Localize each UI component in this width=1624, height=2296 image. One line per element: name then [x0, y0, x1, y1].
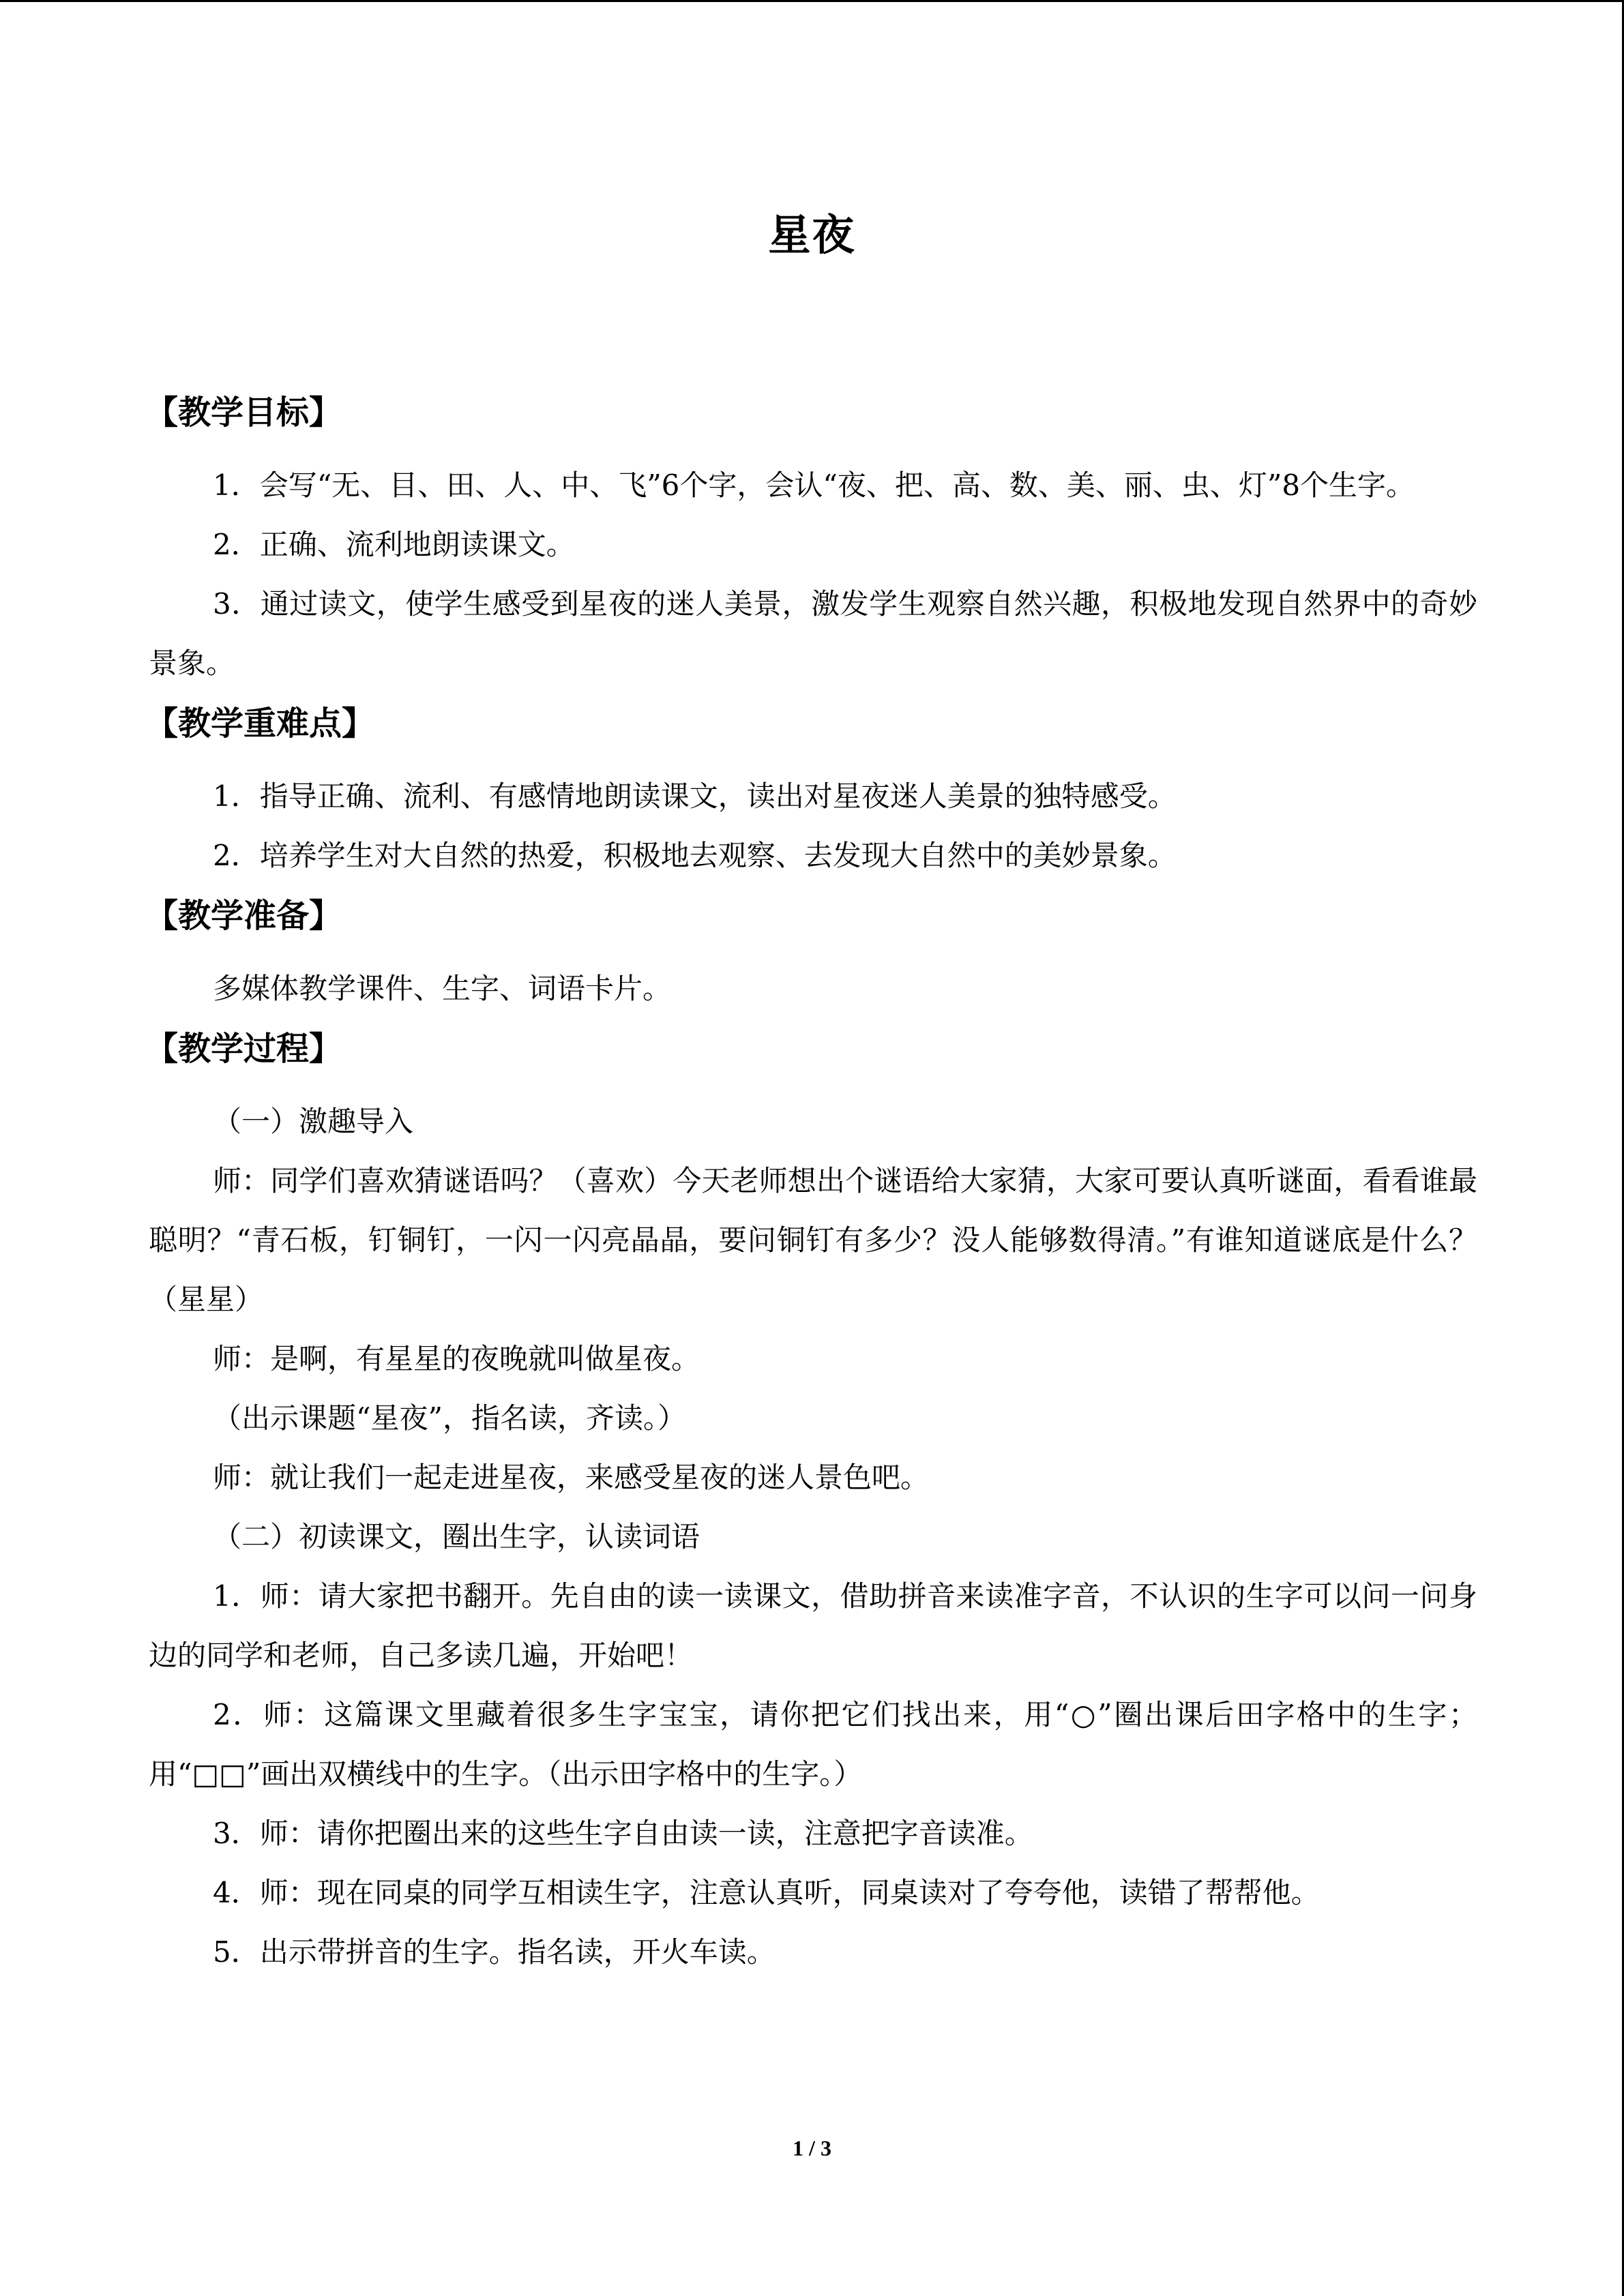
paragraph: 4．师：现在同桌的同学互相读生字，注意认真听，同桌读对了夸夸他，读错了帮帮他。: [213, 1876, 1320, 1909]
paragraph: 1．会写“无、目、田、人、中、飞”6个字，会认“夜、把、高、数、美、丽、虫、灯”8个生字。: [213, 468, 1415, 502]
document-body: [145, 382, 1477, 1982]
paragraph: 1．师：请大家把书翻开。先自由的读一读课文，借助拼音来读准字音，不认识的生字可以问一问身边的同学和老师，自己多读几遍，开始吧！: [149, 1579, 1477, 1672]
page-title: 星夜: [768, 210, 856, 260]
paragraph: 2．师：这篇课文里藏着很多生字宝宝，请你把它们找出来，用“○”圈出课后田字格中的生字；用“□□”画出双横线中的生字。（出示田字格中的生字。）: [149, 1698, 1477, 1791]
paragraph: （出示课题“星夜”，指名读，齐读。）: [213, 1401, 686, 1435]
paragraph: 5．出示带拼音的生字。指名读，开火车读。: [213, 1935, 776, 1969]
paragraph: 3．师：请你把圈出来的这些生字自由读一读，注意把字音读准。: [213, 1817, 1033, 1850]
section-heading-key-points: 【教学重难点】: [145, 704, 375, 743]
paragraph: （二）初读课文，圈出生字，认读词语: [213, 1520, 700, 1553]
page-number: 1 / 3: [793, 2136, 831, 2160]
paragraph: 2．培养学生对大自然的热爱，积极地去观察、去发现大自然中的美妙景象。: [213, 839, 1177, 872]
section-heading-objectives: 【教学目标】: [145, 393, 342, 432]
page-border-top: [0, 0, 1624, 2]
paragraph: 1．指导正确、流利、有感情地朗读课文，读出对星夜迷人美景的独特感受。: [213, 779, 1177, 813]
paragraph: 3．通过读文，使学生感受到星夜的迷人美景，激发学生观察自然兴趣，积极地发现自然界中的奇妙景象。: [149, 587, 1477, 680]
paragraph: 2．正确、流利地朗读课文。: [213, 528, 575, 561]
section-heading-process: 【教学过程】: [145, 1030, 342, 1068]
paragraph: 师：是啊，有星星的夜晚就叫做星夜。: [213, 1342, 700, 1375]
paragraph: 师：同学们喜欢猜谜语吗？（喜欢）今天老师想出个谜语给大家猜，大家可要认真听谜面，看看谁最聪明？“青石板，钉铜钉，一闪一闪亮晶晶，要问铜钉有多少？没人能够数得清。”有谁知道谜底是什么？（星星）: [149, 1164, 1477, 1316]
paragraph: （一）激趣导入: [213, 1105, 414, 1138]
paragraph: 师：就让我们一起走进星夜，来感受星夜的迷人景色吧。: [213, 1461, 930, 1494]
section-heading-preparation: 【教学准备】: [145, 897, 342, 935]
paragraph: 多媒体教学课件、生字、词语卡片。: [213, 972, 672, 1005]
